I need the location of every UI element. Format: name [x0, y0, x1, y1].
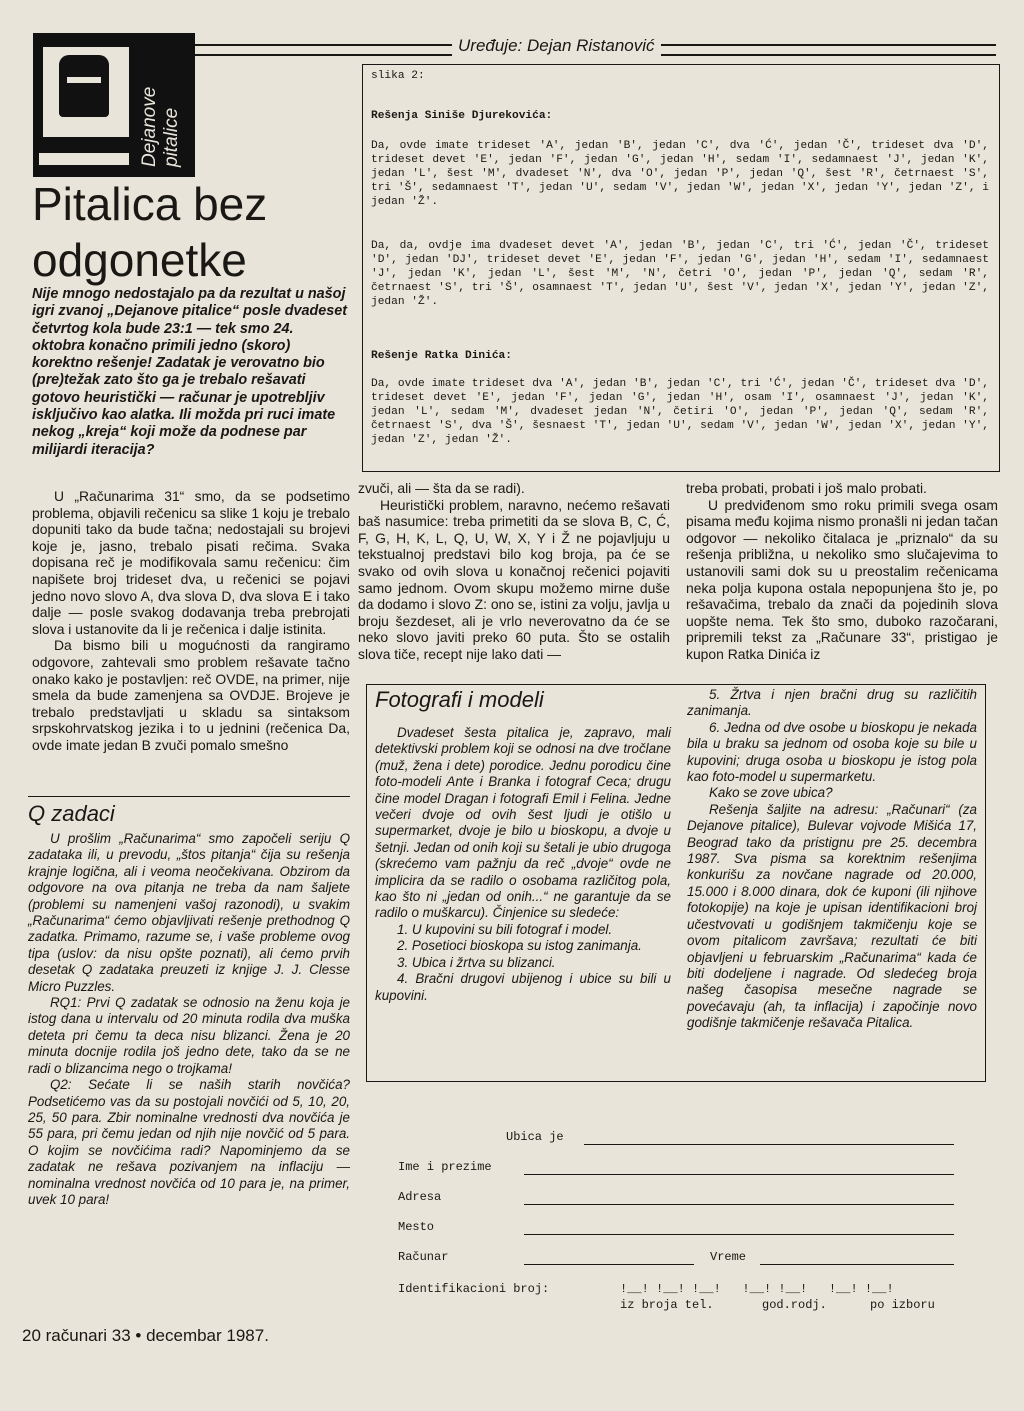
- col3-para: treba probati, probati i još malo probati.: [686, 480, 927, 496]
- killer-field[interactable]: [584, 1130, 954, 1145]
- col1-para: U „Računarima 31“ smo, da se podsetimo problema, objavili rečenicu sa slike 1 koju je trebalo dopuniti tako da bude tačna; nedostajali su brojevi koje je, jasno, trebalo pisati rečima. Svaka dopisana reč je modifikovala samu rečenicu: čim napišete broj trideset dva, u rečenici se pojavi jedno novo slovo A, dva slova D, dva slova E i tako dalje — posle svakog dodavanja treba prebrojati slova i ustanovite da li je rečenica i dalje istinita.: [32, 488, 350, 637]
- name-label: Ime i prezime: [398, 1160, 492, 1174]
- computer-label: Računar: [398, 1250, 449, 1264]
- solution-text: Da, da, ovdje ima dvadeset devet 'A', jedan 'B', jedan 'C', tri 'Ć', jedan 'Č', trideset 'D', jedan 'DJ', trideset devet 'E', jedan 'F', jedan 'G', jedan 'H', sedam 'I', sedamnaest 'J', jedan 'K', jedan 'L', šest 'M', 'N', četri 'O', jedan 'P', jedan 'Q', sedam 'R', četrnaest 'S', tri 'Š', osamnaest 'T', jedan 'U', šest 'V', jedan 'X', jedan 'Y', jedan 'Z', jedan 'Ž'.: [371, 240, 989, 308]
- col2-para: Heuristički problem, naravno, nećemo rešavati baš nasumice: treba primetiti da se slova B, C, Ć, F, G, H, K, L, Q, U, W, X, Y i Ž ne pojavljuju u tekstualnoj predstavi bilo kog broja, pa će se svako od ovih slova u konačnoj rečenici pojaviti samo jednom. Ovom skupu možemo mirne duše da dodamo i slovo Z: ono se, istini za volju, javlja u broju šezdeset, ali je vrlo neverovatno da će se neko slovo javiti preko 60 puta. Što se ostalih slova tiče, recept nije lako dati —: [358, 496, 670, 662]
- puzzle-fact: 5. Žrtva i njen bračni drug su različitih zanimanja.: [687, 687, 977, 719]
- computer-screen-icon: [43, 47, 129, 137]
- computer-field[interactable]: [524, 1250, 694, 1265]
- column-logo: [33, 33, 195, 177]
- logo-text: Dejanove pitalice: [139, 86, 182, 167]
- puzzle-para: Dvadeset šesta pitalica je, zapravo, mali detektivski problem koji se odnosi na dve tročlane (muž, žena i dete) porodice. Jednu porodicu čine foto-modeli Ante i Branka i fotograf Ceca; drugu čine model Dragan i fotografi Emil i Felina. Jedne večeri dvoje od ovih šest ljudi je otišlo u supermarket, dvoje je bilo u bioskopu, a dvoje u šetnji. Jedan od onih koji su šetali je ubio drugoga (skrećemo vam pažnju da reč „dvoje“ ovde ne implicira da se radilo o osobama različitog pola, kao što ni „jedan od onih...“ ne garantuje da se radilo o muškarcu). Činjenice su sledeće:: [375, 725, 671, 921]
- solution-text: Da, ovde imate trideset 'A', jedan 'B', jedan 'C', dva 'Ć', jedan 'Č', trideset dva 'D', trideset devet 'E', jedan 'F', jedan 'G', jedan 'H', sedam 'I', sedamnaest 'J', jedan 'K', jedan 'L', šest 'M', dvadeset 'N', dva 'O', jedan 'P', jedan 'Q', šest 'R', četrnaest 'S', tri 'Š', sedamnaest 'T', jedan 'U', sedam 'V', jedan 'W', jedan 'X', jedan 'Y', jedan 'Z', i jedan 'Ž'.: [371, 140, 989, 208]
- q-tasks-para: Q2: Sećate li se naših starih novčića? Podsetićemo vas da su postojali novčići od 5, 10, 20, 25, 50 para. Zbir nominalne vrednosti dva novčića je 55 para, pri čemu jedan od njih nije novčić od 5 para. O kojim se novčićima radi? Napominjemo da se zadatak ne rešava pozivanjem na inflaciju — nominalna vrednost novčića od 10 para je, na primer, uvek 10 para!: [28, 1077, 350, 1207]
- q-tasks-box: [28, 796, 350, 1325]
- time-field[interactable]: [760, 1250, 954, 1265]
- entry-coupon: [362, 1102, 998, 1328]
- id-sub-birth: god.rodj.: [762, 1298, 827, 1312]
- article-title: Pitalica bez odgonetke: [32, 178, 268, 286]
- column-3: [686, 480, 998, 663]
- id-sub-choice: po izboru: [870, 1298, 935, 1312]
- solution-heading: Rešenje Ratka Dinića:: [371, 350, 512, 362]
- page-footer: 20 računari 33 • decembar 1987.: [22, 1326, 269, 1345]
- col3-para: U predviđenom smo roku primili svega osam pisama među kojima nismo pronašli ni jedan tačan odgovor — nekoliko čitalaca je „priznalo“ da su rešenja približna, u nekoliko smo slučajevima to ustanovili sami dok su u preostalim rečenicama neka polja kupona ostala nepopunjena što je, po rešavačima, trebalo da znači da pojedinih slova uopšte nema. Tek što smo, duboko razočarani, pripremili tekst za „Računare 33“, pristigao je kupon Ratka Dinića iz: [686, 496, 998, 662]
- q-tasks-para: RQ1: Prvi Q zadatak se odnosio na ženu koja je istog dana u intervalu od 20 minuta rodila dva muška deteta pri čemu ta deca nisu blizanci. Žena je 20 minuta docnije rodila još jedno dete, tako da se ne radi o blizancima nego o trojkama!: [28, 995, 350, 1076]
- puzzle-fact: 4. Bračni drugovi ubijenog i ubice su bili u kupovini.: [375, 971, 671, 1003]
- col1-para: Da bismo bili u mogućnosti da rangiramo odgovore, zahtevali smo problem rešavate tačno onako kako je postavljen: reč OVDE, na primer, nije smela da bude zamenjena sa OVDJE. Brojeve je trebalo predstavljati u skladu sa sintaksom srpskohrvatskog jezika i to u jednini (rečenica Da, ovde imate jedan B zvuči pomalo smešno: [32, 637, 350, 753]
- q-tasks-para: U prošlim „Računarima“ smo započeli seriju Q zadataka ili, u prevodu, „štos pitanja“ čija su rešenja krajnje logična, ali i veoma neočekivana. Obzirom da odgovore na ova pitanja ne treba da nam šaljete (problemi su namenjeni vašoj razonodi), u svakim „Računarima“ ćemo objavljivati rešenje prethodnog Q zadatka. Primamo, razume se, i vaše probleme ovog tipa (uslov: da nisu opšte poznati), ali ćemo prvih desetak Q zadataka preuzeti iz knjige J. J. Clesse Micro Puzzles.: [28, 831, 350, 994]
- id-label: Identifikacioni broj:: [398, 1282, 550, 1296]
- q-tasks-title: Q zadaci: [28, 801, 115, 826]
- puzzle-question: Kako se zove ubica?: [709, 785, 833, 801]
- id-sub-phone: iz broja tel.: [620, 1298, 714, 1312]
- solution-text: Da, ovde imate trideset dva 'A', jedan 'B', jedan 'C', tri 'Ć', jedan 'Č', trideset dva 'D', trideset devet 'E', jedan 'F', jedan 'G', jedan 'H', osam 'I', osamnaest 'J', jedan 'K', jedan 'L', sedam 'M', dvadeset jedan 'N', četiri 'O', jedan 'P', jedan 'Q', sedam 'R', četrnaest 'S', dva 'Š', šesnaest 'T', jedan 'U', sedam 'V', jedan 'W', jedan 'X', jedan 'Y', jedan 'Z', jedan 'Ž'.: [371, 378, 989, 446]
- solution-heading: Rešenja Siniše Djurekovića:: [371, 110, 553, 122]
- puzzle-title: Fotografi i modeli: [375, 687, 544, 712]
- article-lead: Nije mnogo nedostajalo pa da rezultat u našoj igri zvanoj „Dejanove pitalice“ posle dvadeset četvrtog kola bude 23:1 — tek smo 24. oktobra konačno primili jedno (skoro) korektno rešenje! Zadatak je verovatno bio (pre)težak zato što ga je trebalo rešavati gotovo heuristički — računar je upotrebljiv isključivo kao alatka. Ili možda pri ruci imate nekog „kreja“ koji može da podnese par milijardi iteracija?: [32, 286, 348, 458]
- puzzle-fact: 2. Posetioci bioskopa su istog zanimanja.: [397, 938, 642, 954]
- name-field[interactable]: [524, 1160, 954, 1175]
- puzzle-fact: 1. U kupovini su bili fotograf i model.: [397, 921, 613, 937]
- keyboard-icon: [39, 153, 129, 165]
- address-label: Adresa: [398, 1190, 442, 1204]
- killer-label: Ubica je: [506, 1130, 564, 1144]
- figure-solutions: [362, 64, 1000, 472]
- figure-caption: slika 2:: [371, 70, 425, 82]
- puzzle-fact: 6. Jedna od dve osobe u bioskopu je nekada bila u braku sa jednom od osoba koje su bile u kupovini; druga osoba u bioskopu je istog pola kao foto-model u supermarketu.: [687, 719, 977, 785]
- col2-para: zvuči, ali — šta da se radi).: [358, 480, 525, 496]
- time-label: Vreme: [710, 1250, 747, 1264]
- detective-icon: [59, 55, 109, 117]
- address-field[interactable]: [524, 1190, 954, 1205]
- editor-credit: Uređuje: Dejan Ristanović: [452, 36, 661, 56]
- puzzle-instructions: Rešenja šaljite na adresu: „Računari“ (za Dejanove pitalice), Bulevar vojvode Mišića 17, Beograd tako da pristignu pre 25. decembra 1987. Sva pisma sa korektnim rešenjima konkurišu za novčane nagrade od 20.000, 15.000 i 8.000 dinara, dok će kuponi (ili njihove fotokopije) na koje je upisan identifikacioni broj učestvovati u godišnjem takmičenju koje se ovom pitalicom završava; rezultati će biti objavljeni u februarskim „Računarima“ kada će biti dodeljene i nagrade. Od sledećeg broja našeg časopisa mesečne nagrade se povećavaju (ah, ta inflacija) i započinje novo godišnje takmičenje rešavača Pitalica.: [687, 801, 977, 1031]
- column-1: [32, 488, 350, 754]
- place-field[interactable]: [524, 1220, 954, 1235]
- place-label: Mesto: [398, 1220, 435, 1234]
- column-2: [358, 480, 670, 663]
- puzzle-box: [366, 684, 986, 1082]
- puzzle-fact: 3. Ubica i žrtva su blizanci.: [397, 954, 556, 970]
- id-boxes[interactable]: !__! !__! !__! !__! !__! !__! !__!: [620, 1282, 894, 1296]
